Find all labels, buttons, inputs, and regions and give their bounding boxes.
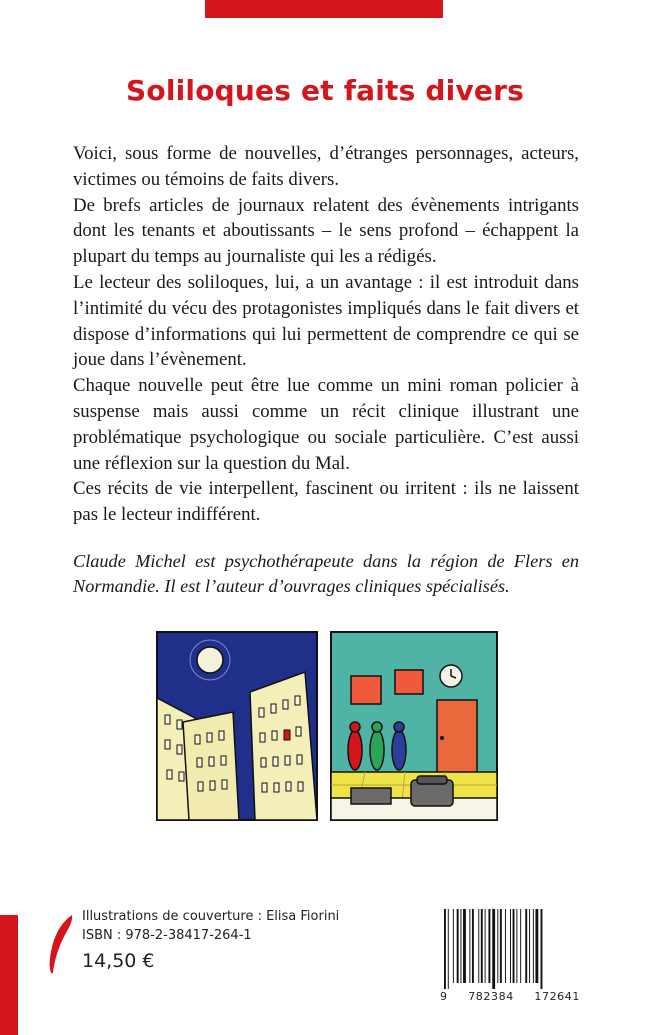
barcode-bar	[463, 909, 466, 983]
side-accent-bar	[0, 915, 18, 1035]
barcode-bar	[448, 909, 449, 989]
blurb-paragraph: De brefs articles de journaux relatent des évènements intrigants dont les tenants et aboutissants – le sens profond – échappent la plupart du temps au journaliste qui les a rédigés.	[73, 194, 579, 268]
barcode-bar	[533, 909, 534, 983]
barcode-bar	[488, 909, 490, 983]
barcode-bar	[505, 909, 506, 983]
barcode-bar	[457, 909, 459, 983]
barcode-bar	[469, 909, 470, 983]
barcode-digits	[440, 990, 580, 1003]
blurb-paragraph: Voici, sous forme de nouvelles, d’étranges personnages, acteurs, victimes ou témoins de faits divers.	[73, 143, 579, 190]
barcode-bar	[461, 909, 462, 983]
barcode-bar	[510, 909, 511, 983]
blurb-paragraph: Le lecteur des soliloques, lui, a un avantage : il est introduit dans l’intimité du vécu des protagonistes impliqués dans le fait divers et dispose d’informations qui lui permettent de comprendre ce qui se joue dans l’évènement.	[73, 271, 579, 371]
barcode-bar	[500, 909, 502, 983]
cover-illustrations	[155, 630, 500, 825]
book-title: Soliloques et faits divers	[126, 74, 524, 107]
barcode-bar	[541, 909, 543, 989]
barcode-bar	[478, 909, 479, 983]
isbn: ISBN : 978-2-38417-264-1	[82, 928, 252, 943]
waiting-room-illustration	[331, 632, 497, 820]
night-city-illustration	[157, 632, 317, 820]
barcode-bar	[520, 909, 521, 983]
red-feather-icon	[46, 913, 76, 975]
barcode-bar	[453, 909, 454, 983]
illustration-credit: Illustrations de couverture : Elisa Fiorini	[82, 909, 340, 924]
barcode-bar	[529, 909, 530, 983]
barcode-bar	[525, 909, 527, 983]
author-note: Claude Michel est psychothérapeute dans la région de Flers en Normandie. Il est l’auteur d’ouvrages cliniques spécialisés.	[73, 551, 579, 596]
barcode-bar	[497, 909, 498, 983]
barcode-digit-group: 782384	[468, 990, 514, 1003]
isbn-barcode	[440, 909, 580, 989]
barcode-bar	[472, 909, 474, 983]
blurb-paragraph: Ces récits de vie interpellent, fascinent ou irritent : ils ne laissent pas le lecteur indifférent.	[73, 478, 579, 526]
credits-block	[82, 907, 339, 972]
price: 14,50 €	[82, 950, 155, 972]
barcode-bar	[485, 909, 486, 983]
barcode-digit-group: 172641	[534, 990, 580, 1003]
top-accent-bar	[205, 0, 443, 18]
barcode-bar	[481, 909, 483, 983]
barcode-bar	[513, 909, 515, 983]
barcode-bar	[516, 909, 517, 983]
back-cover-blurb	[73, 141, 579, 528]
blurb-paragraph: Chaque nouvelle peut être lue comme un mini roman policier à suspense mais aussi comme un récit clinique illustrant une problématique psychologique ou sociale particulière. C’est aussi une réflexion sur la question du Mal.	[73, 375, 579, 474]
barcode-bar	[444, 909, 446, 989]
barcode-digit-group: 9	[440, 990, 448, 1003]
barcode-bar	[535, 909, 538, 983]
barcode-bar	[492, 909, 495, 989]
